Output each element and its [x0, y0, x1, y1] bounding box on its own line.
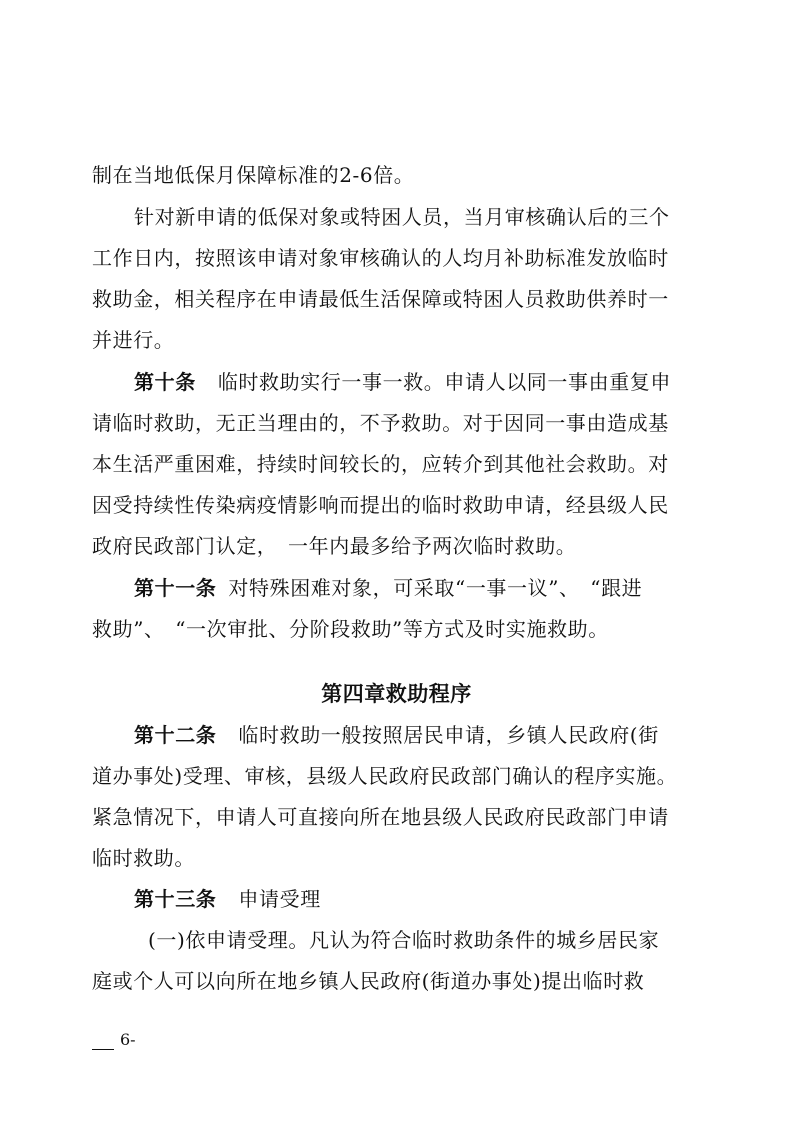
- article-11-text: 对特殊困难对象，可采取“一事一议”、 “跟进: [228, 576, 643, 600]
- text-line: 因受持续性传染病疫情影响而提出的临时救助申请，经县级人民: [92, 493, 669, 517]
- page-number: 6-: [120, 1030, 136, 1049]
- article-11-first-line: [92, 576, 746, 600]
- article-13-label: 第十三条: [134, 887, 217, 911]
- article-13-first-line: [92, 887, 746, 911]
- article-10-first-line: [92, 370, 746, 394]
- text-line: 临时救助。: [92, 846, 195, 870]
- text-line: 工作日内，按照该申请对象审核确认的人均月补助标准发放临时: [92, 246, 669, 270]
- article-12-label: 第十二条: [134, 723, 217, 747]
- article-13-text: 申请受理: [238, 887, 321, 911]
- text-line: 请临时救助，无正当理由的，不予救助。对于因同一事由造成基: [92, 411, 669, 435]
- text-line: 道办事处)受理、审核，县级人民政府民政部门确认的程序实施。: [92, 764, 678, 788]
- article-11-label: 第十一条: [134, 576, 217, 600]
- item-1-first-line: (一)依申请受理。凡认为符合临时救助条件的城乡居民家: [148, 928, 660, 952]
- text-line: 救助”、 “一次审批、分阶段救助”等方式及时实施救助。: [92, 617, 609, 641]
- text-line: 本生活严重困难，持续时间较长的，应转介到其他社会救助。对: [92, 452, 669, 476]
- text-line: 紧急情况下，申请人可直接向所在地县级人民政府民政部门申请: [92, 805, 669, 829]
- text-line: 并进行。: [92, 328, 175, 352]
- text-line: 政府民政部门认定， 一年内最多给予两次临时救助。: [92, 534, 577, 558]
- article-10-label: 第十条: [134, 370, 196, 394]
- paragraph-first-line: 针对新申请的低保对象或特困人员，当月审核确认后的三个: [134, 205, 670, 229]
- chapter-heading: 第四章救助程序: [321, 682, 472, 706]
- footer-rule: [92, 1035, 114, 1050]
- article-12-text: 临时救助一般按照居民申请，乡镇人民政府(街: [238, 723, 659, 747]
- page-footer: [92, 1030, 136, 1050]
- article-12-first-line: [92, 723, 746, 747]
- article-10-text: 临时救助实行一事一救。申请人以同一事由重复申: [217, 370, 672, 394]
- text-line: 救助金，相关程序在申请最低生活保障或特困人员救助供养时一: [92, 287, 669, 311]
- text-line: 制在当地低保月保障标准的2-6倍。: [92, 163, 415, 187]
- text-line: 庭或个人可以向所在地乡镇人民政府(街道办事处)提出临时救: [92, 969, 645, 993]
